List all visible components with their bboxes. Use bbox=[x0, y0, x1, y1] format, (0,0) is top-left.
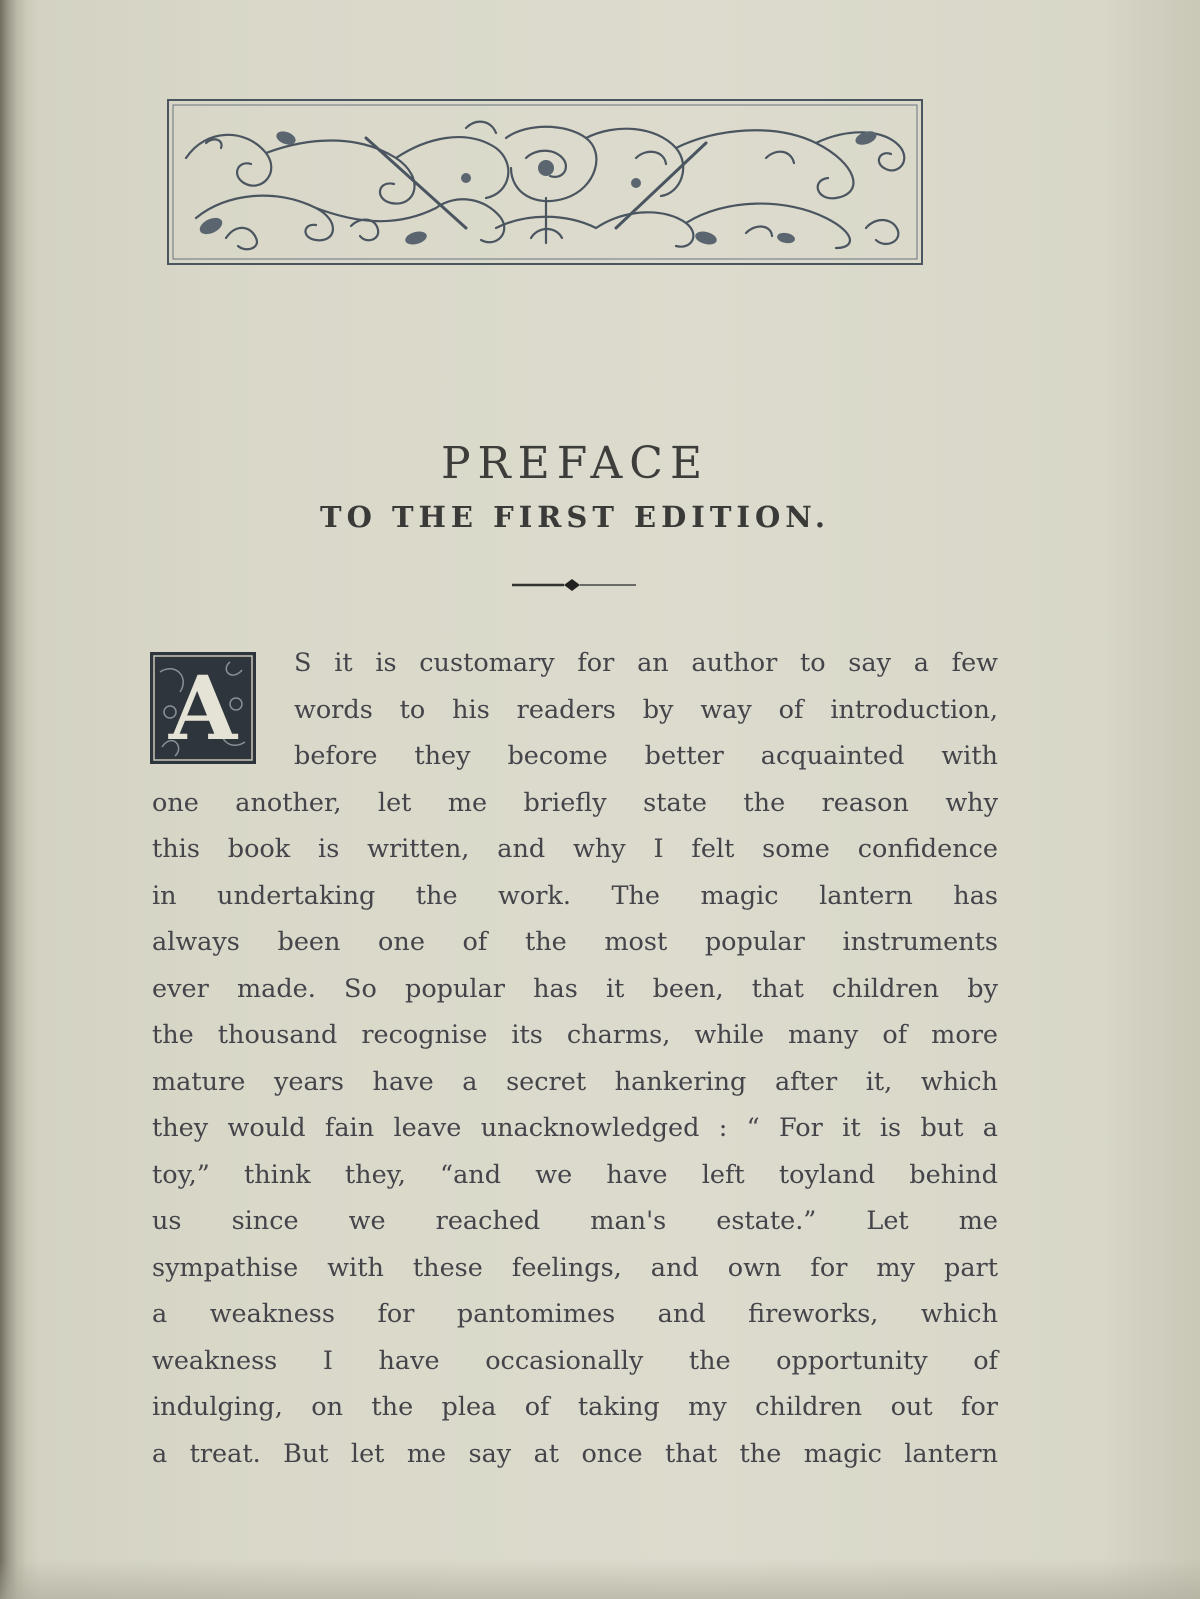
text-line: ever made. So popular has it been, that children by bbox=[152, 973, 998, 1004]
page-title: PREFACE bbox=[440, 438, 710, 489]
text-line: indulging, on the plea of taking my children out for bbox=[152, 1392, 998, 1422]
ornamental-separator bbox=[508, 572, 640, 598]
preface-body bbox=[152, 640, 998, 1477]
page-subtitle: TO THE FIRST EDITION. bbox=[320, 500, 830, 534]
text-line: this book is written, and why I felt some confidence bbox=[152, 834, 998, 864]
text-line: toy,” think they, “and we have left toyland behind bbox=[152, 1159, 998, 1190]
drop-cap-letter: A bbox=[168, 656, 238, 760]
text-line: S it is customary for an author to say a few bbox=[294, 648, 998, 678]
text-line: sympathise with these feelings, and own for my part bbox=[152, 1252, 998, 1283]
text-line: weakness I have occasionally the opportunity of bbox=[152, 1345, 998, 1376]
page-bottom-shadow bbox=[0, 1559, 1200, 1599]
text-line: a weakness for pantomimes and fireworks, which bbox=[152, 1299, 998, 1329]
diamond-rule-icon bbox=[508, 572, 640, 598]
text-line: one another, let me briefly state the reason why bbox=[152, 787, 998, 818]
text-line: words to his readers by way of introduction, bbox=[294, 694, 998, 725]
text-line: the thousand recognise its charms, while many of more bbox=[152, 1020, 998, 1050]
book-gutter-edge bbox=[0, 0, 26, 1599]
ornamental-headpiece bbox=[166, 98, 924, 266]
text-line: always been one of the most popular instruments bbox=[152, 927, 998, 957]
text-line: mature years have a secret hankering after it, which bbox=[152, 1066, 998, 1097]
text-line: before they become better acquainted with bbox=[294, 741, 998, 771]
floral-scroll-ornament bbox=[166, 98, 924, 266]
text-line: a treat. But let me say at once that the magic lantern bbox=[152, 1438, 998, 1469]
text-line: they would fain leave unacknowledged : “ For it is but a bbox=[152, 1113, 998, 1143]
text-line: us since we reached man's estate.” Let me bbox=[152, 1206, 998, 1236]
text-line: in undertaking the work. The magic lantern has bbox=[152, 880, 998, 911]
